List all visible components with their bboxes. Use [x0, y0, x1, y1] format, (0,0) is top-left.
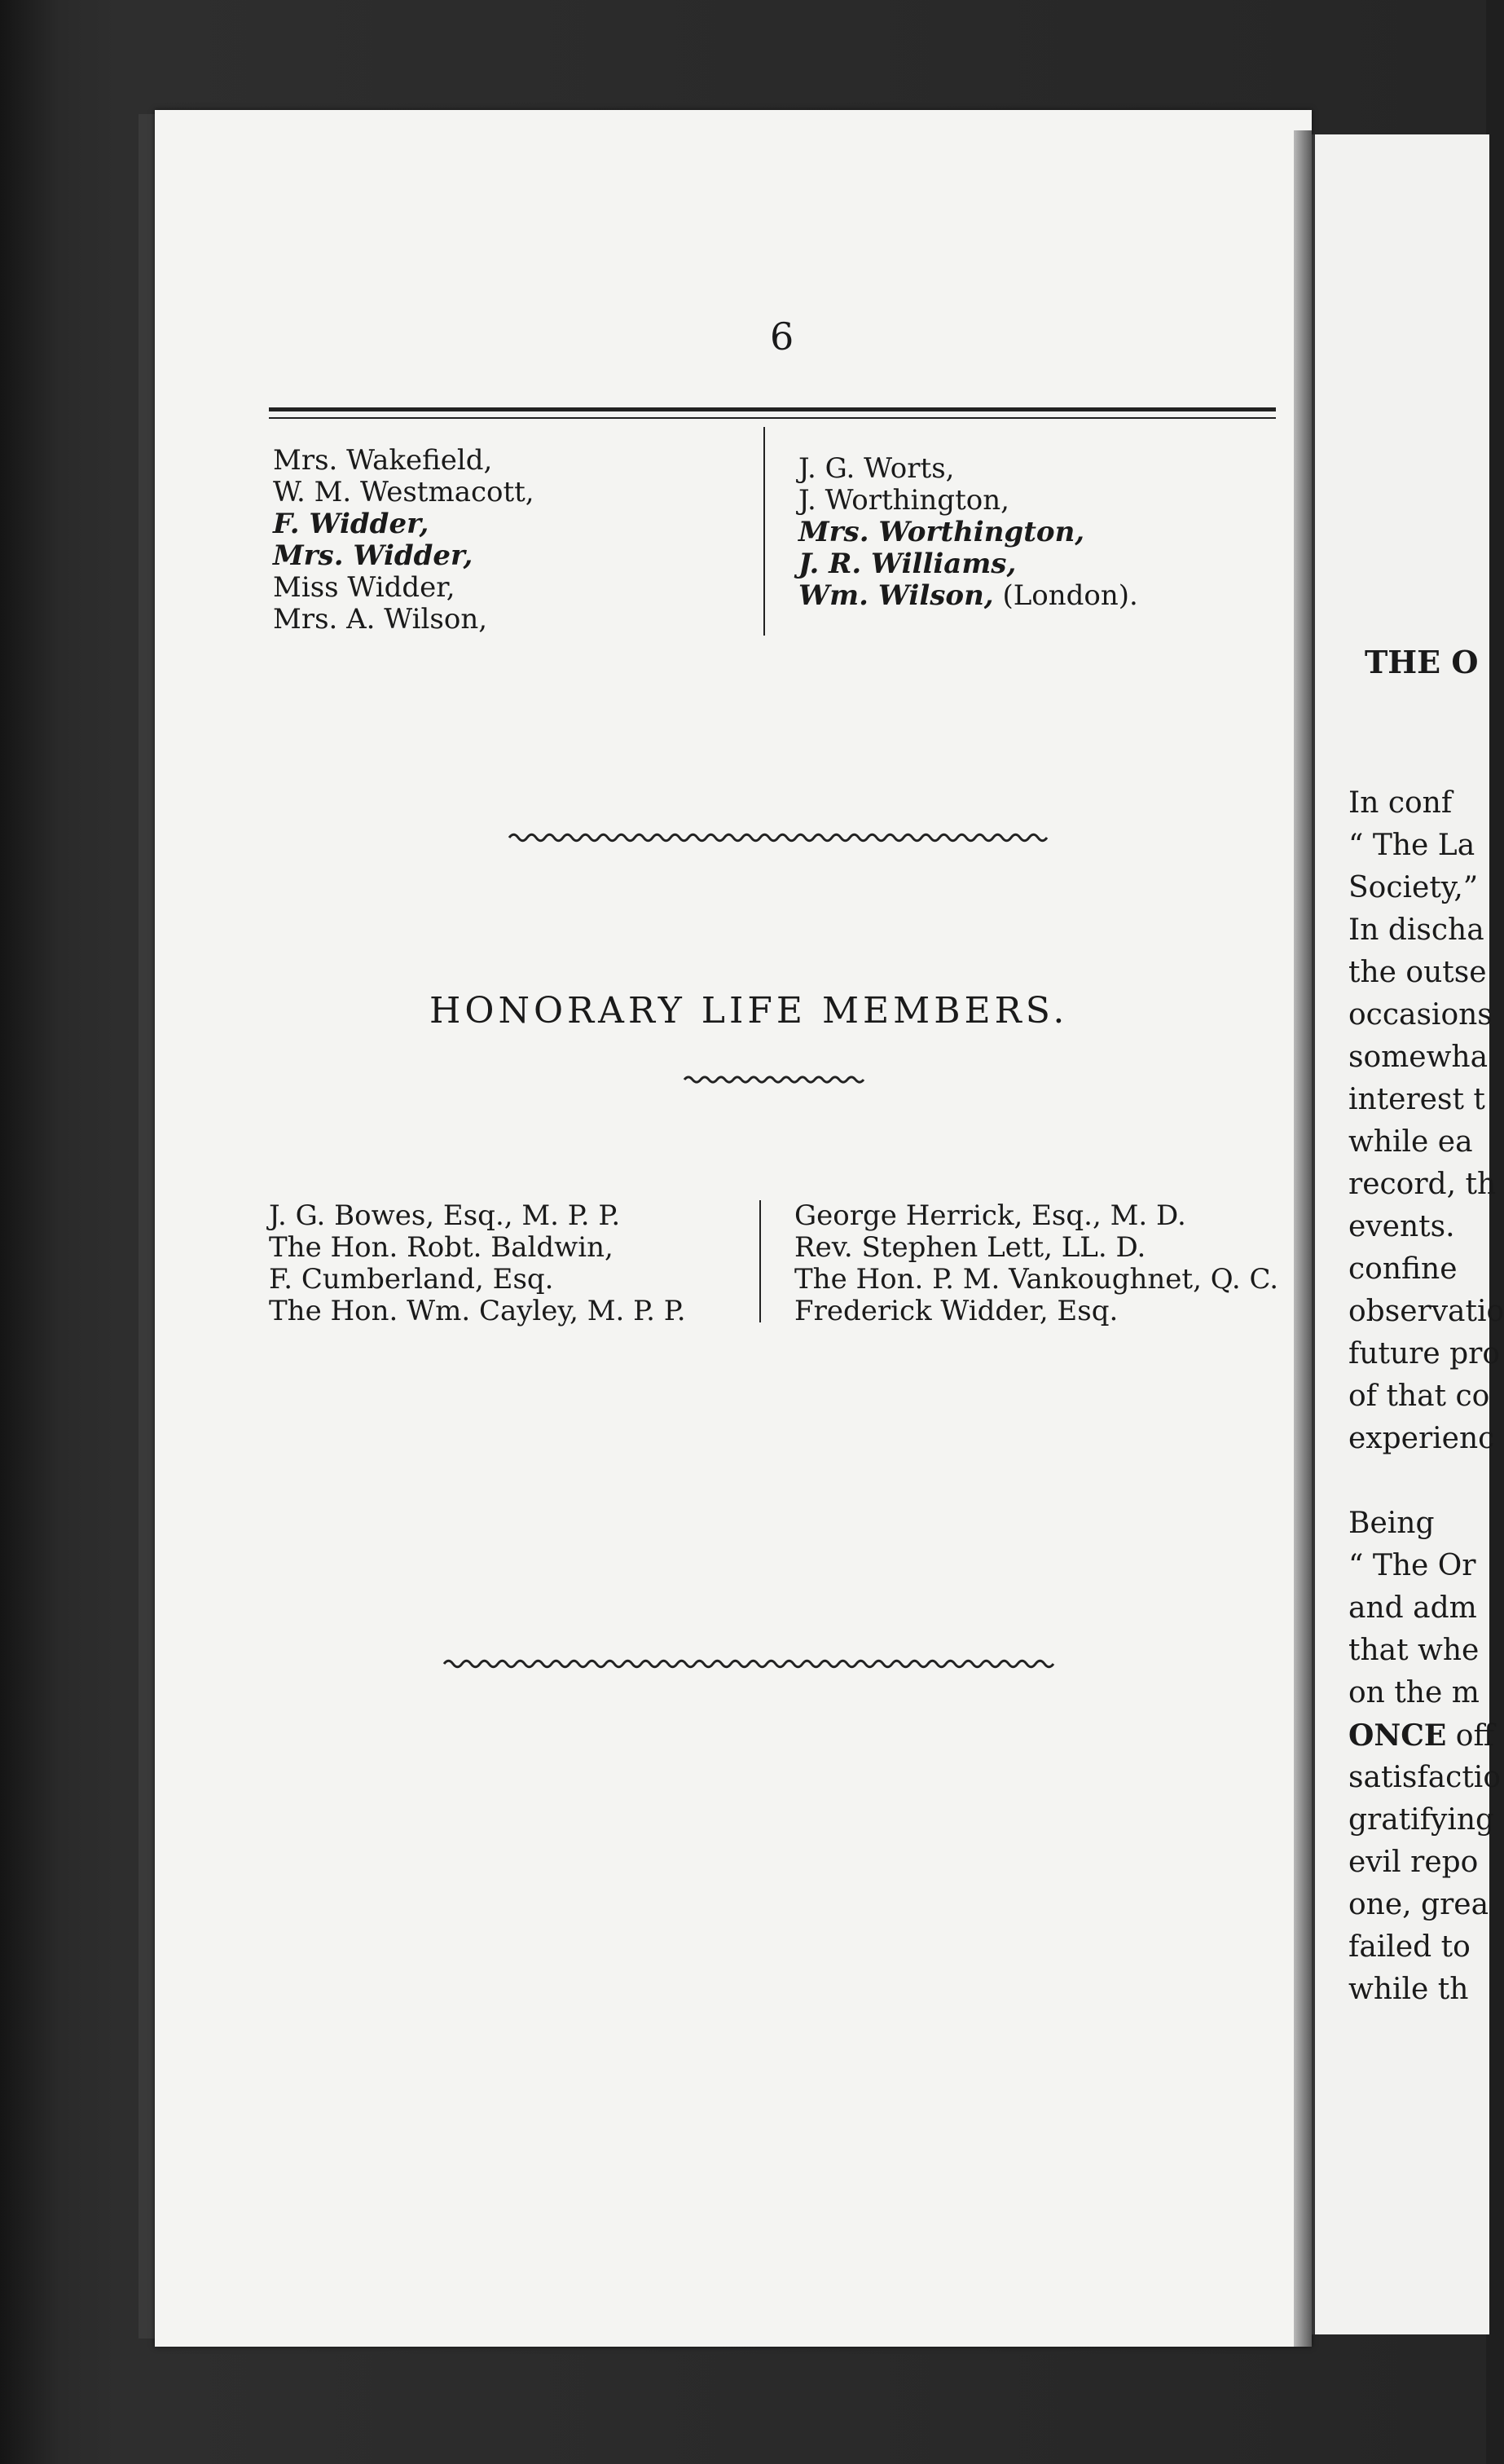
right-page-line: on the m	[1348, 1676, 1480, 1709]
right-page-line	[1348, 1460, 1504, 1503]
column-divider	[759, 1200, 761, 1322]
honorary-member-name: The Hon. P. M. Vankoughnet, Q. C.	[794, 1263, 1279, 1296]
header-rule-thick	[269, 407, 1276, 411]
right-page-line: failed to	[1348, 1930, 1471, 1964]
right-page-heading: THE O	[1365, 644, 1479, 680]
member-name-text: J. R. Williams,	[798, 548, 1017, 580]
right-page-line: In conf	[1348, 786, 1453, 820]
member-name-text: J. Worthington,	[798, 484, 1009, 517]
member-name	[273, 445, 534, 477]
member-name	[798, 548, 1138, 580]
member-name-text: Wm. Wilson,	[798, 579, 994, 612]
member-name-text: Mrs. Wakefield,	[273, 444, 493, 477]
member-name-text: Miss Widder,	[273, 571, 455, 604]
member-name	[273, 540, 534, 572]
ornamental-wavy-rule-small	[684, 1071, 864, 1088]
right-page-line: while th	[1348, 1973, 1469, 2006]
header-rule-thin	[269, 417, 1276, 419]
honorary-member-name: The Hon. Robt. Baldwin,	[269, 1231, 613, 1264]
right-page-line: ONCE off	[1348, 1718, 1495, 1753]
right-page-text	[1348, 782, 1504, 2011]
right-page-line: somewha	[1348, 1041, 1489, 1074]
right-page-line: interest t	[1348, 1083, 1485, 1116]
right-page-line: evil repo	[1348, 1846, 1479, 1879]
right-page-line: one, grea	[1348, 1888, 1489, 1921]
members-column-right	[798, 453, 1138, 612]
member-name-text: F. Widder,	[273, 508, 429, 540]
honorary-member-name: F. Cumberland, Esq.	[269, 1263, 554, 1296]
right-page-line: experienc	[1348, 1422, 1495, 1455]
member-name-suffix: (London).	[993, 579, 1138, 612]
right-page-line: and adm	[1348, 1591, 1477, 1625]
right-page-line: occasions	[1348, 998, 1493, 1032]
ornamental-wavy-rule	[509, 828, 1039, 847]
honorary-column-left	[269, 1200, 686, 1327]
member-name	[273, 572, 534, 604]
right-page-line: satisfactio	[1348, 1761, 1501, 1794]
member-name	[798, 453, 1138, 485]
honorary-member-name: George Herrick, Esq., M. D.	[794, 1199, 1186, 1232]
right-page-line: “ The Or	[1348, 1549, 1476, 1582]
right-page-line: Being	[1348, 1507, 1435, 1540]
honorary-member-name: Rev. Stephen Lett, LL. D.	[794, 1231, 1146, 1264]
right-page-line: confine	[1348, 1252, 1458, 1286]
right-page-line: future pro	[1348, 1337, 1501, 1371]
right-page-line: Society,”	[1348, 871, 1479, 904]
ornamental-wavy-rule-bottom	[444, 1654, 1047, 1674]
member-name	[273, 604, 534, 636]
right-page-line: In discha	[1348, 913, 1484, 947]
member-name	[273, 477, 534, 508]
right-page-line: record, th	[1348, 1168, 1497, 1201]
honorary-member-name: J. G. Bowes, Esq., M. P. P.	[269, 1199, 621, 1232]
right-page-line: that whe	[1348, 1634, 1480, 1667]
page-number: 6	[770, 315, 794, 359]
member-name-text: J. G. Worts,	[798, 452, 955, 485]
member-name-text: Mrs. Worthington,	[798, 516, 1085, 548]
member-name-text: Mrs. Widder,	[273, 539, 473, 572]
honorary-member-name: The Hon. Wm. Cayley, M. P. P.	[269, 1295, 686, 1327]
honorary-column-right	[794, 1200, 1278, 1327]
member-name-text: Mrs. A. Wilson,	[273, 603, 488, 636]
member-name	[798, 580, 1138, 612]
right-page-line: “ The La	[1348, 829, 1475, 862]
right-page-lines	[1348, 782, 1504, 2011]
member-name-text: W. M. Westmacott,	[273, 476, 534, 508]
member-name	[273, 508, 534, 540]
right-page-line: while ea	[1348, 1125, 1473, 1159]
honorary-member-name: Frederick Widder, Esq.	[794, 1295, 1119, 1327]
book-gutter	[1294, 130, 1312, 2347]
column-divider	[763, 427, 765, 636]
member-name	[798, 517, 1138, 548]
honorary-members-heading: HONORARY LIFE MEMBERS.	[429, 990, 1069, 1032]
right-page-line: gratifying	[1348, 1803, 1495, 1837]
members-column-left	[273, 445, 534, 636]
right-page-line: the outse	[1348, 956, 1487, 989]
right-page-line: of that co	[1348, 1379, 1490, 1413]
right-page-line: events.	[1348, 1210, 1455, 1243]
member-name	[798, 485, 1138, 517]
right-page-line: observatio	[1348, 1295, 1504, 1328]
